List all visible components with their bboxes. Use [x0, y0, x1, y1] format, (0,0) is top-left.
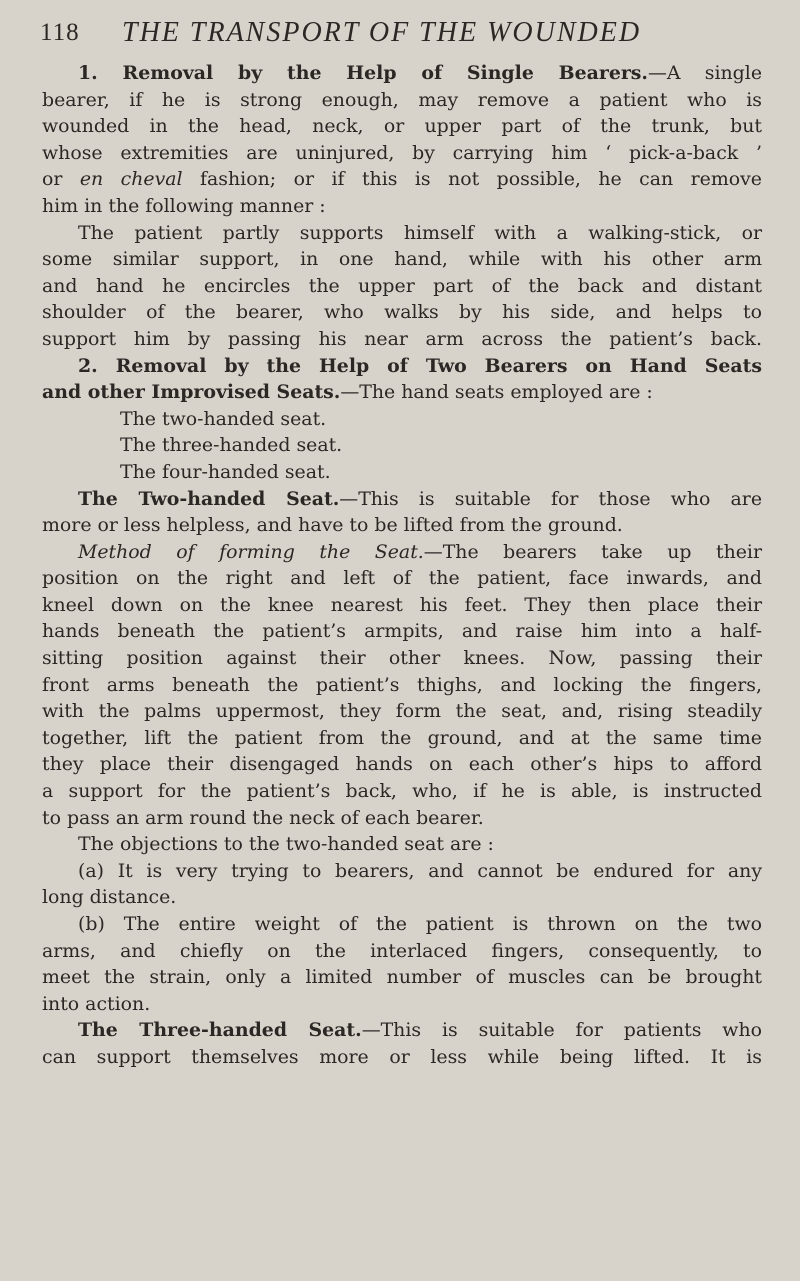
- body-text: [42, 60, 762, 1071]
- text-line: can support themselves more or less while being lifted. It is: [42, 1045, 762, 1068]
- text-line: long distance.: [42, 886, 177, 909]
- text-line: sitting position against their other knees. Now, passing their: [42, 647, 762, 670]
- text-line: The two-handed seat.: [120, 407, 327, 430]
- text-line: (b) The entire weight of the patient is thrown on the two: [78, 913, 762, 935]
- text-line: 1. Removal by the Help of Single Bearers.—A single: [78, 62, 762, 84]
- text-line: they place their disengaged hands on each other’s hips to afford: [42, 753, 762, 776]
- text-line: wounded in the head, neck, or upper part of the trunk, but: [42, 115, 762, 138]
- text-line: (a) It is very trying to bearers, and cannot be endured for any: [78, 859, 762, 882]
- text-line: more or less helpless, and have to be lifted from the ground.: [42, 514, 623, 537]
- running-title: THE TRANSPORT OF THE WOUNDED: [122, 17, 642, 48]
- text-line: The Three-handed Seat.—This is suitable for patients who: [78, 1019, 762, 1042]
- text-line: bearer, if he is strong enough, may remove a patient who is: [42, 88, 762, 111]
- text-line: together, lift the patient from the ground, and at the same time: [42, 726, 762, 749]
- page-header: [40, 14, 780, 52]
- text-line: The patient partly supports himself with a walking-stick, or: [78, 221, 762, 244]
- text-line: into action.: [42, 992, 151, 1015]
- text-line: support him by passing his near arm across the patient’s back.: [42, 327, 762, 350]
- text-line: or en cheval fashion; or if this is not possible, he can remove: [42, 168, 762, 191]
- text-line: arms, and chiefly on the interlaced fingers, consequently, to: [42, 939, 762, 962]
- text-line: The Two-handed Seat.—This is suitable for those who are: [78, 487, 762, 510]
- text-line: some similar support, in one hand, while with his other arm: [42, 248, 762, 271]
- text-line: and hand he encircles the upper part of the back and distant: [42, 274, 762, 297]
- text-line: Method of forming the Seat.—The bearers take up their: [78, 540, 763, 563]
- text-line: whose extremities are uninjured, by carrying him ‘ pick-a-back ’: [42, 141, 762, 164]
- text-line: The three-handed seat.: [120, 434, 343, 457]
- text-line: The four-handed seat.: [120, 460, 331, 483]
- page-number: 118: [40, 19, 80, 46]
- text-line: with the palms uppermost, they form the seat, and, rising steadily: [42, 700, 762, 723]
- text-line: to pass an arm round the neck of each bearer.: [42, 806, 484, 829]
- text-line: and other Improvised Seats.—The hand seats employed are :: [42, 381, 653, 404]
- text-line: kneel down on the knee nearest his feet. They then place their: [42, 593, 762, 616]
- text-line: meet the strain, only a limited number of muscles can be brought: [42, 966, 762, 989]
- text-line: hands beneath the patient’s armpits, and raise him into a half-: [42, 620, 762, 643]
- text-line: shoulder of the bearer, who walks by his side, and helps to: [42, 301, 762, 324]
- text-line: a support for the patient’s back, who, if he is able, is instructed: [42, 780, 762, 803]
- text-line: front arms beneath the patient’s thighs, and locking the fingers,: [42, 673, 762, 696]
- text-line: 2. Removal by the Help of Two Bearers on Hand Seats: [78, 354, 762, 377]
- text-line: position on the right and left of the patient, face inwards, and: [42, 567, 762, 590]
- text-line: The objections to the two-handed seat are :: [78, 833, 494, 856]
- text-line: him in the following manner :: [42, 194, 326, 217]
